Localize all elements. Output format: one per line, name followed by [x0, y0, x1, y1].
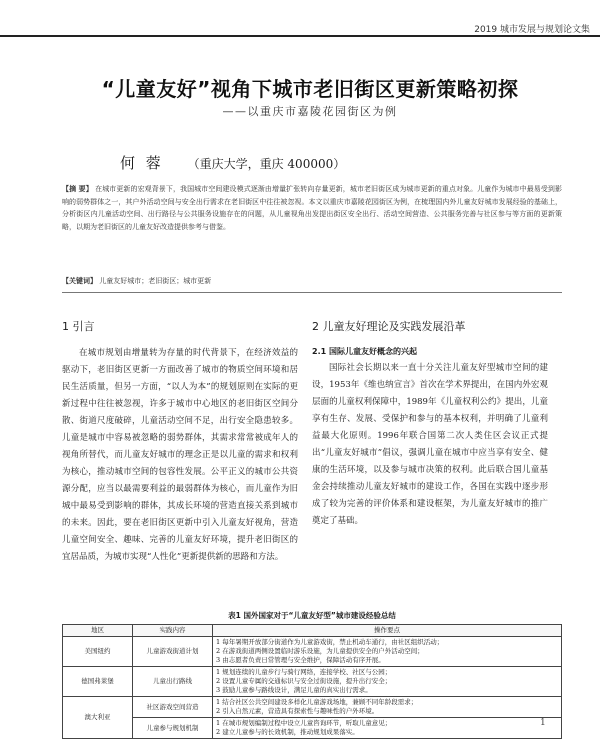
keywords	[62, 276, 562, 286]
intro-paragraph: 在城市规划由增量转为存量的时代背景下，在经济效益的驱动下，老旧街区更新一方面改善了城市的物质空间环境和居民生活质量，但另一方面，“以人为本”的规划原则在实际的更新过程中往往被忽视，许多于城市中心地区的老旧街区空间分散、街道尺度破碎，儿童活动空间不足，出行安全隐患较多。儿童是城市中容易被忽略的弱势群体，其需求常常被成年人的视角所替代，而儿童友好城市的理念正是以儿童的需求和权利为核心，推动城市空间的包容性发展。公平正义的城市公共资源分配，应当以最需要利益的最弱群体为核心，而儿童作为旧城中最易受到影响的群体，其成长环境的营造直接关系到城市的未来。因此，要在老旧街区更新中引入儿童友好视角，营造儿童空间安全、趣味、完善的儿童友好环境，提升老旧街区的宜居品质，为城市实现“人性化”更新提供新的思路和方法。	[62, 348, 298, 562]
author-line	[120, 152, 345, 173]
table-point: 1 在城市规划编制过程中设立儿童咨询环节，听取儿童意见；	[216, 719, 392, 727]
abstract-text: 在城市更新的宏观背景下，我国城市空间建设模式逐渐由增量扩张转向存量更新，城市老旧街区成为城市更新的重点对象。儿童作为城市中最易受到影响的弱势群体之一，其户外活动空间与安全出行需求在老旧街区中往往被忽视。本文以重庆市嘉陵花园街区为例，在梳理国内外儿童友好城市发展经验的基础上，分析街区内儿童活动空间、出行路径与公共服务设施存在的问题，从儿童视角出发提出街区安全出行、活动空间营造、公共服务完善与社区参与等方面的更新策略，以期为老旧街区的儿童友好改造提供参考与借鉴。	[62, 185, 563, 231]
page-number: 1	[540, 718, 546, 728]
table-point: 1 规划连续的儿童步行与骑行网络，连接学校、社区与公园；	[216, 668, 392, 676]
author-affiliation: （重庆大学，重庆 400000）	[187, 157, 346, 171]
keywords-text: 儿童友好城市；老旧街区；城市更新	[99, 277, 212, 285]
table-point: 2 在游戏街道两侧设置临时游乐设施，为儿童提供安全的户外活动空间；	[216, 647, 424, 655]
running-head: 2019 城市发展与规划论文集	[474, 25, 590, 35]
table-cell-points	[213, 718, 562, 739]
table-header-practice: 实践内容	[133, 625, 213, 637]
table-row	[63, 667, 562, 697]
table-cell-region: 德国弗莱堡	[63, 667, 133, 697]
table-point: 2 引入自然元素，营造具有探索性与趣味性的户外环境。	[216, 707, 379, 715]
table-point: 1 结合社区公共空间建设多样化儿童游戏场地，兼顾不同年龄段需求；	[216, 698, 418, 706]
section-2-1-paragraph: 国际社会长期以来一直十分关注儿童友好型城市空间的建设，1953年《维也纳宣言》首次在学术界提出，在国内外宏观层面的儿童权利保障中，1989年《儿童权利公约》提出，儿童享有生存、发展、受保护和参与的基本权利，并明确了儿童利益最大化原则。1996年联合国第二次人类住区会议正式提出“儿童友好城市”倡议，强调儿童在城市中应当享有安全、健康的生活环境，以及参与城市决策的权利。此后联合国儿童基金会持续推动儿童友好城市的建设工作，各国在实践中逐步形成了较为完善的评价体系和建设框架，为儿童友好城市的推广奠定了基础。	[312, 363, 548, 526]
table-cell-practice: 社区游戏空间营造	[133, 697, 213, 718]
abstract-label: 【摘 要】	[62, 185, 93, 193]
abstract-separator	[62, 292, 562, 293]
abstract	[62, 183, 562, 233]
table-point: 1 每年暑期开放部分街道作为儿童游戏街，禁止机动车通行，由社区组织活动；	[216, 638, 444, 646]
table-row	[63, 697, 562, 718]
table-point: 2 建立儿童参与的长效机制，推动规划成果落实。	[216, 728, 359, 736]
table-cell-practice: 儿童游戏街道计划	[133, 637, 213, 667]
table-header-region: 地区	[63, 625, 133, 637]
table-point: 3 鼓励儿童参与路线设计，满足儿童的真实出行需求。	[216, 686, 372, 694]
table-cell-points	[213, 637, 562, 667]
table-cell-practice: 儿童出行路线	[133, 667, 213, 697]
table-title: 表1 国外国家对于“儿童友好型”城市建设经验总结	[228, 611, 396, 620]
paper-title: “儿童友好”视角下城市老旧街区更新策略初探	[101, 77, 519, 101]
table-row	[63, 637, 562, 667]
paper-subtitle: ——以重庆市嘉陵花园街区为例	[222, 105, 398, 118]
table-cell-points	[213, 697, 562, 718]
table-cell-points	[213, 667, 562, 697]
author-name: 何 蓉	[120, 154, 164, 172]
table-cell-region: 美国纽约	[63, 637, 133, 667]
section-2-title: 2 儿童友好理论及实践发展沿革	[312, 320, 466, 333]
table-header-points: 操作要点	[213, 625, 562, 637]
table-cell-practice: 儿童参与规划机制	[133, 718, 213, 739]
keywords-label: 【关键词】	[62, 277, 97, 285]
section-2-1-title: 2.1 国际儿童友好概念的兴起	[312, 347, 417, 356]
table-row	[63, 718, 562, 739]
table-point: 3 由志愿者负责日常管理与安全维护，保障活动有序开展。	[216, 656, 385, 664]
table-point: 2 设置儿童专属的交通标识与安全过街设施，提升出行安全；	[216, 677, 392, 685]
table-header-row	[63, 625, 562, 637]
experience-table	[62, 624, 562, 739]
section-1-title: 1 引言	[62, 320, 95, 333]
table-cell-region: 澳大利亚	[63, 697, 133, 739]
header-rule	[0, 35, 600, 37]
